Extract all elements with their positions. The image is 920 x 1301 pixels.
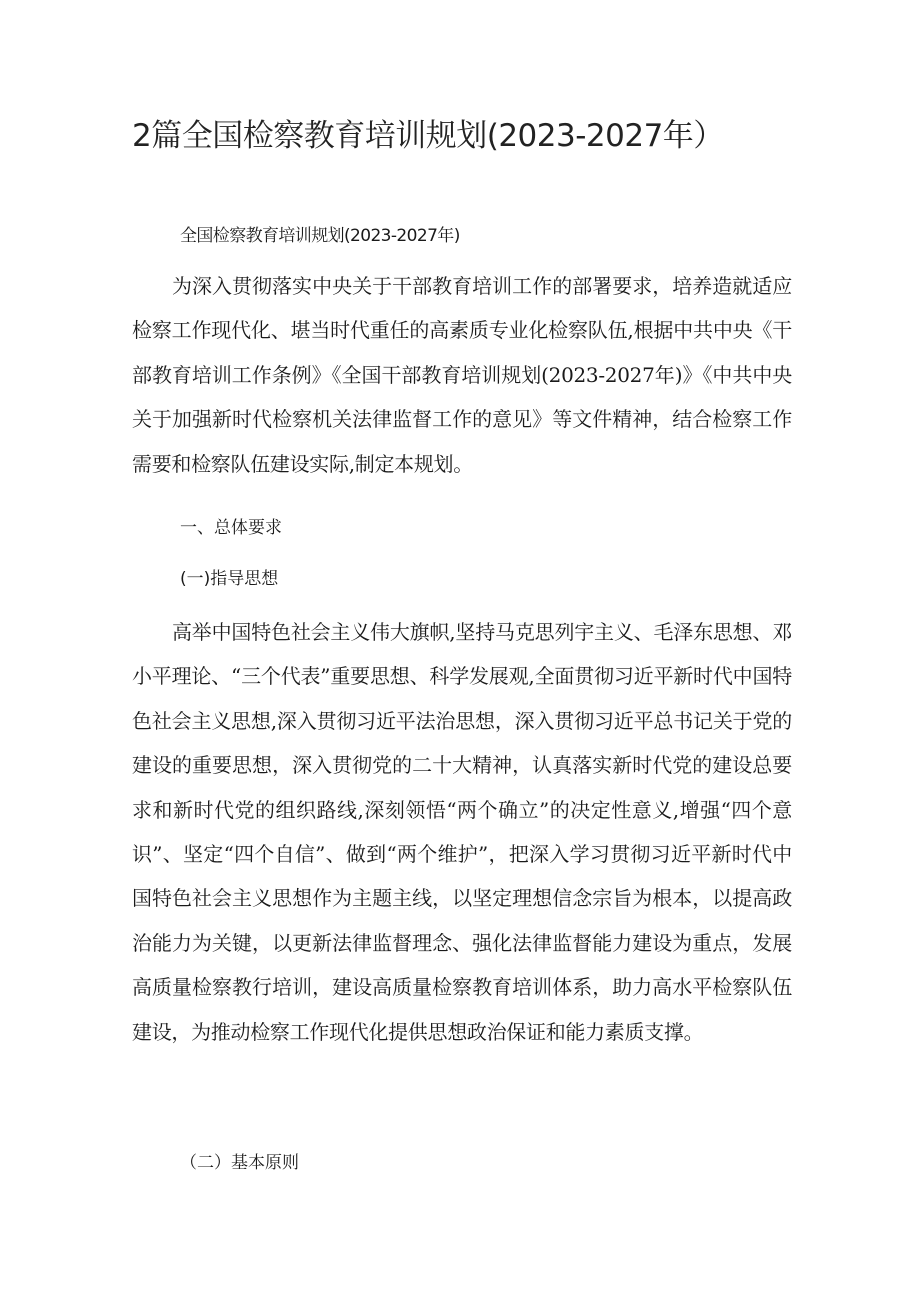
guiding-ideology-paragraph: 高举中国特色社会主义伟大旗帜,坚持马克思列宇主义、毛泽东思想、邓小平理论、“三个代表”重要思想、科学发展观,全面贯彻习近平新时代中国特色社会主义思想,深入贯彻习近平法治思想，深入贯彻习近平总书记关于党的建设的重要思想，深入贯彻党的二十大精神，认真落实新时代党的建设总要求和新时代党的组织路线,深刻领悟“两个确立”的决定性意义,增强“四个意识”、坚定“四个自信”、做到“两个维护”，把深入学习贯彻习近平新时代中国特色社会主义思想作为主题主线，以坚定理想信念宗旨为根本，以提高政治能力为关键，以更新法律监督理念、强化法律监督能力建设为重点，发展高质量检察教行培训，建设高质量检察教育培训体系，助力高水平检察队伍建设，为推动检察工作现代化提供思想政治保证和能力素质支撑。 [132,620,792,1044]
document-subtitle: 全国检察教育培训规划(2023-2027年) [180,226,460,246]
intro-paragraph: 为深入贯彻落实中央关于干部教育培训工作的部署要求，培养造就适应检察工作现代化、堪当时代重任的高素质专业化检察队伍,根据中共中央《干部教育培训工作条例》《全国干部教育培训规划(2023-2027年)》《中共中央关于加强新时代检察机关法律监督工作的意见》等文件精神，结合检察工作需要和检察队伍建设实际,制定本规划。 [132,274,792,476]
section-heading-general-requirements: 一、总体要求 [180,518,282,538]
subsection-heading-guiding-ideology: (一)指导思想 [180,569,279,589]
subsection-heading-basic-principles: （二）基本原则 [180,1153,299,1173]
document-title: 2篇全国检察教育培训规划(2023-2027年） [132,118,724,154]
